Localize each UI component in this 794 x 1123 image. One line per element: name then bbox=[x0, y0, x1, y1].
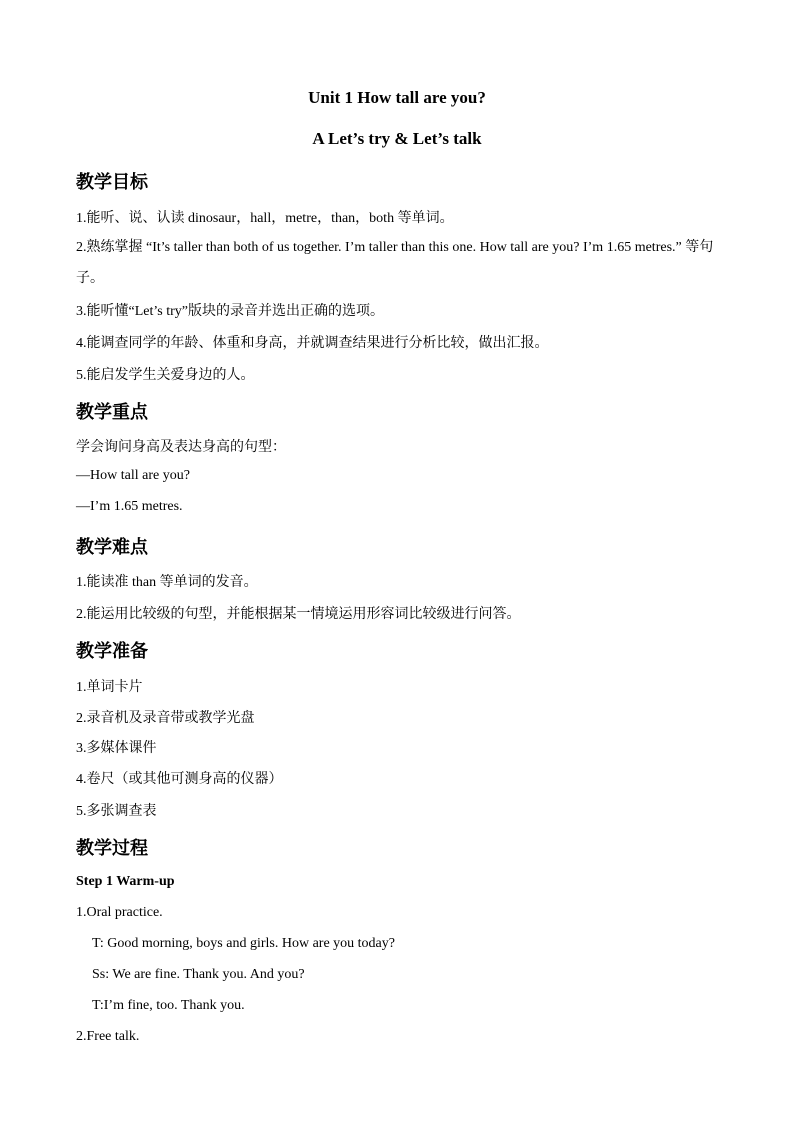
process-item: 2.Free talk. bbox=[76, 1029, 140, 1044]
dialogue-line: T: Good morning, boys and girls. How are you today? bbox=[92, 936, 395, 951]
preparation-item: 2.录音机及录音带或教学光盘 bbox=[76, 711, 255, 726]
step-heading: Step 1 Warm-up bbox=[76, 874, 175, 889]
objective-item: 1.能听、说、认读 dinosaur，hall，metre，than，both 等单词。 bbox=[76, 211, 454, 226]
page-title: Unit 1 How tall are you? bbox=[308, 88, 486, 107]
page-subtitle: A Let’s try & Let’s talk bbox=[312, 129, 482, 148]
difficulty-item: 2.能运用比较级的句型，并能根据某一情境运用形容词比较级进行问答。 bbox=[76, 607, 521, 622]
process-item: 1.Oral practice. bbox=[76, 905, 163, 920]
objective-item: 3.能听懂“Let’s try”版块的录音并选出正确的选项。 bbox=[76, 304, 384, 319]
preparation-item: 5.多张调查表 bbox=[76, 804, 157, 819]
objective-item: 5.能启发学生关爱身边的人。 bbox=[76, 368, 255, 383]
heading-objectives: 教学目标 bbox=[76, 172, 148, 193]
dialogue-line: Ss: We are fine. Thank you. And you? bbox=[92, 967, 305, 982]
objective-item: 4.能调查同学的年龄、体重和身高，并就调查结果进行分析比较，做出汇报。 bbox=[76, 336, 549, 351]
objective-item: 2.熟练掌握 “It’s taller than both of us together. I’m taller than this one. How tall are you? I’m 1.65 metres.” 等句子。 bbox=[76, 240, 714, 286]
key-point-item: —I’m 1.65 metres. bbox=[76, 499, 183, 514]
preparation-item: 1.单词卡片 bbox=[76, 680, 143, 695]
heading-key-points: 教学重点 bbox=[76, 402, 148, 423]
preparation-item: 3.多媒体课件 bbox=[76, 741, 157, 756]
dialogue-line: T:I’m fine, too. Thank you. bbox=[92, 998, 245, 1013]
heading-process: 教学过程 bbox=[76, 838, 148, 859]
heading-preparation: 教学准备 bbox=[76, 641, 148, 662]
difficulty-item: 1.能读准 than 等单词的发音。 bbox=[76, 575, 258, 590]
key-point-item: —How tall are you? bbox=[76, 468, 190, 483]
key-point-item: 学会询问身高及表达身高的句型： bbox=[76, 440, 286, 455]
heading-difficulties: 教学难点 bbox=[76, 537, 148, 558]
preparation-item: 4.卷尺（或其他可测身高的仪器） bbox=[76, 772, 283, 787]
